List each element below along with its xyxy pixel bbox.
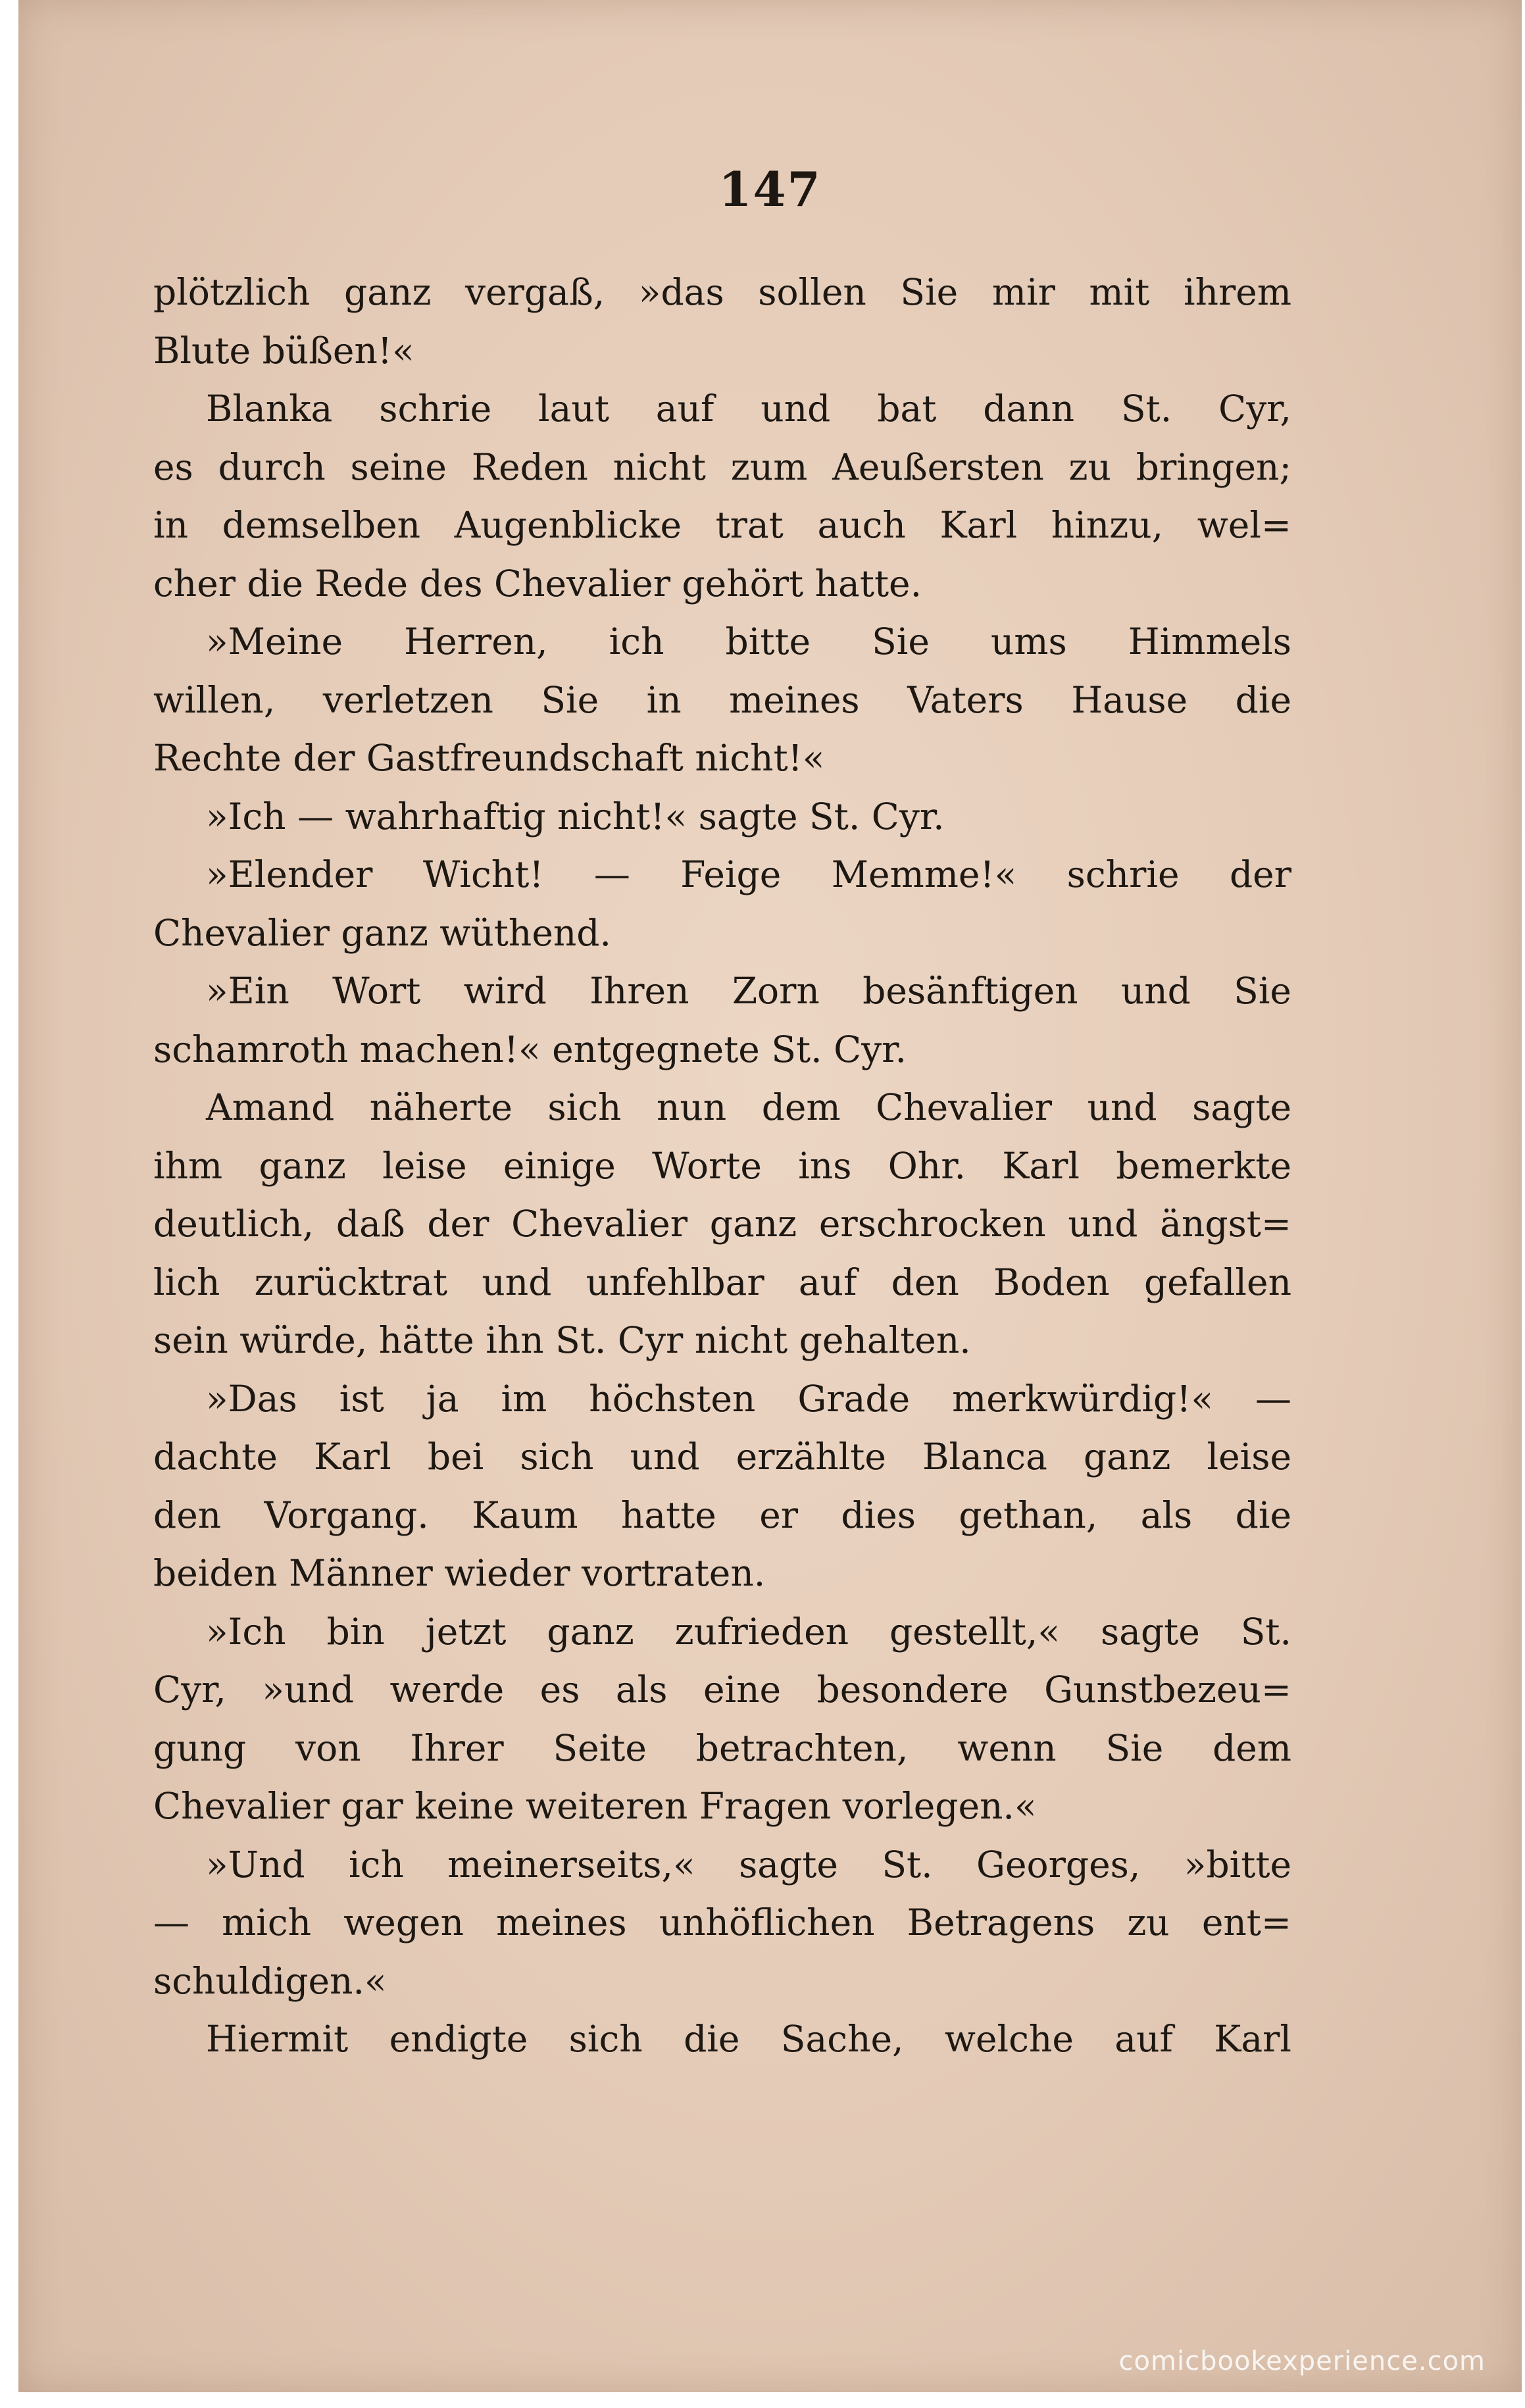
- text-line: es durch seine Reden nicht zum Aeußersten zu bringen;: [153, 445, 1291, 488]
- text-line: Blanka schrie laut auf und bat dann St. Cyr,: [206, 388, 1291, 430]
- book-page: [18, 0, 1522, 2392]
- text-line: Chevalier ganz wüthend.: [153, 911, 611, 954]
- text-line: »Und ich meinerseits,« sagte St. Georges, »bitte: [206, 1843, 1291, 1886]
- text-line: den Vorgang. Kaum hatte er dies gethan, als die: [153, 1493, 1291, 1536]
- text-line: sein würde, hätte ihn St. Cyr nicht gehalten.: [153, 1319, 971, 1361]
- text-line: ihm ganz leise einige Worte ins Ohr. Karl bemerkte: [153, 1144, 1291, 1187]
- text-line: beiden Männer wieder vortraten.: [153, 1552, 766, 1594]
- text-line: schuldigen.«: [153, 1959, 387, 2002]
- text-line: »Das ist ja im höchsten Grade merkwürdig!« —: [206, 1377, 1291, 1420]
- text-line: cher die Rede des Chevalier gehört hatte.: [153, 562, 922, 605]
- text-line: Hiermit endigte sich die Sache, welche auf Karl: [206, 2018, 1291, 2060]
- text-line: deutlich, daß der Chevalier ganz erschrocken und ängst=: [153, 1203, 1291, 1245]
- watermark: comicbookexperience.com: [1118, 2346, 1486, 2376]
- text-line: Cyr, »und werde es als eine besondere Gunstbezeu=: [153, 1668, 1291, 1711]
- text-line: dachte Karl bei sich und erzählte Blanca ganz leise: [153, 1436, 1291, 1478]
- text-line: Chevalier gar keine weiteren Fragen vorlegen.«: [153, 1785, 1037, 1827]
- page-number: 147: [718, 161, 822, 217]
- text-line: plötzlich ganz vergaß, »das sollen Sie mir mit ihrem: [153, 271, 1291, 313]
- text-line: Rechte der Gastfreundschaft nicht!«: [153, 737, 825, 779]
- text-line: Amand näherte sich nun dem Chevalier und sagte: [206, 1086, 1291, 1128]
- text-line: schamroth machen!« entgegnete St. Cyr.: [153, 1028, 907, 1070]
- text-line: »Ich bin jetzt ganz zufrieden gestellt,« sagte St.: [206, 1610, 1291, 1653]
- text-line: gung von Ihrer Seite betrachten, wenn Sie dem: [153, 1726, 1291, 1769]
- text-line: — mich wegen meines unhöflichen Betragens zu ent=: [153, 1901, 1291, 1944]
- text-line: in demselben Augenblicke trat auch Karl hinzu, wel=: [153, 504, 1291, 546]
- text-line: »Ich — wahrhaftig nicht!« sagte St. Cyr.: [206, 795, 945, 838]
- text-line: »Ein Wort wird Ihren Zorn besänftigen und Sie: [206, 970, 1291, 1012]
- text-line: »Meine Herren, ich bitte Sie ums Himmels: [206, 620, 1291, 663]
- text-line: »Elender Wicht! — Feige Memme!« schrie der: [206, 853, 1291, 895]
- body-text: [153, 263, 1291, 2069]
- text-line: lich zurücktrat und unfehlbar auf den Boden gefallen: [153, 1261, 1291, 1303]
- text-line: Blute büßen!«: [153, 329, 414, 372]
- text-line: willen, verletzen Sie in meines Vaters Hause die: [153, 678, 1291, 721]
